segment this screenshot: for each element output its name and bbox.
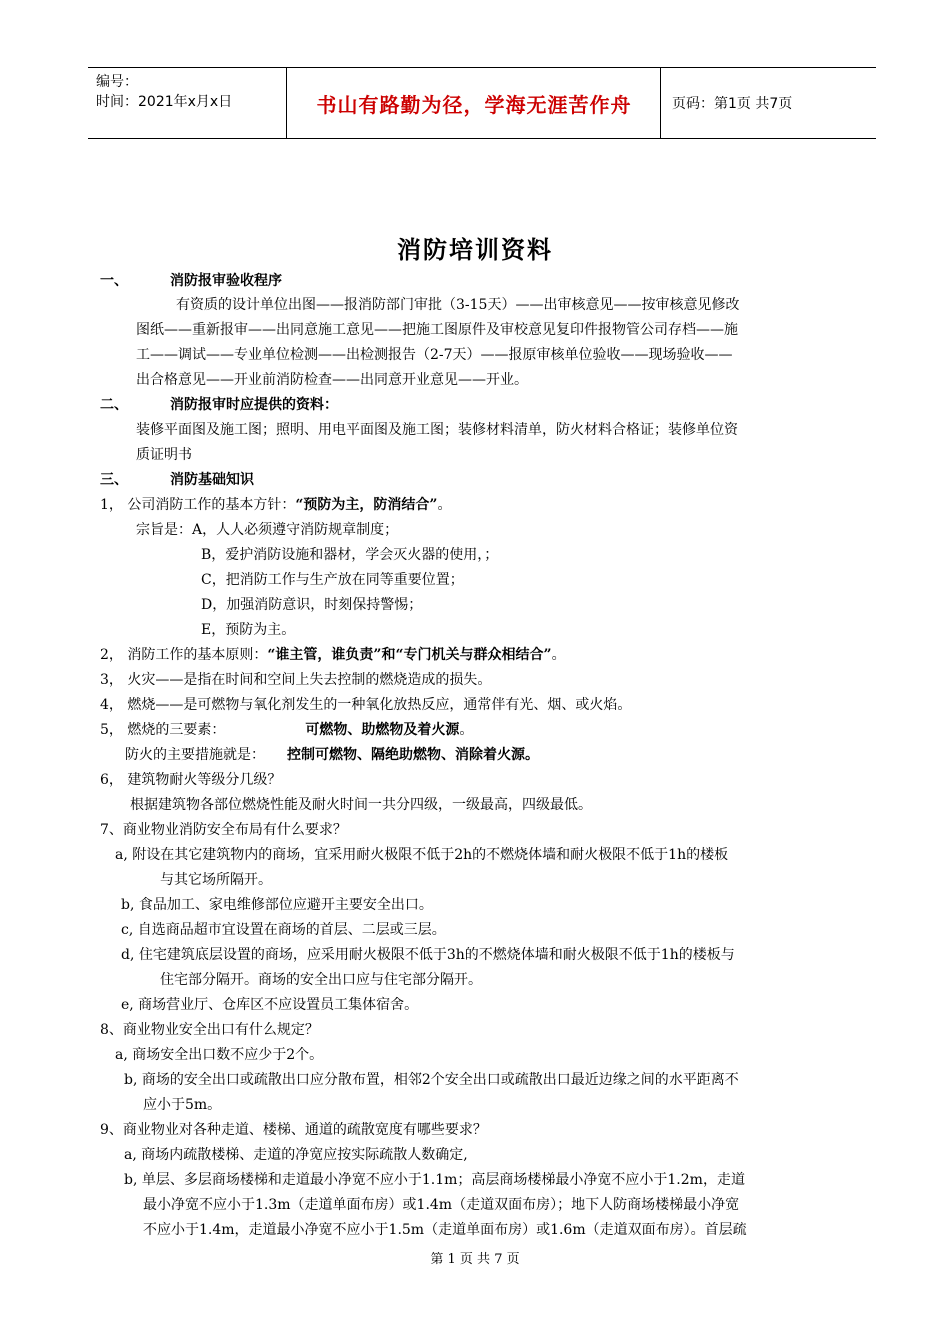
list-item: a, 附设在其它建筑物内的商场，宜采用耐火极限不低于2h的不燃烧体墙和耐火极限不低于1h的楼板 <box>115 847 729 863</box>
section-number: 一、 <box>100 273 128 289</box>
list-item: b, 单层、多层商场楼梯和走道最小净宽不应小于1.1m；高层商场楼梯最小净宽不应小于1.2m，走道 <box>124 1172 745 1188</box>
paragraph-line: 出合格意见——开业前消防检查——出同意开业意见——开业。 <box>136 372 528 388</box>
paragraph-line: 图纸——重新报审——出同意施工意见——把施工图原件及审校意见复印件报物管公司存档——施 <box>136 322 738 338</box>
list-item <box>100 721 473 739</box>
section-number: 二、 <box>100 397 128 413</box>
list-item: 6， 建筑物耐火等级分几级？ <box>100 772 282 788</box>
item-text: 。 <box>437 497 452 513</box>
list-item <box>100 646 566 664</box>
list-item: 最小净宽不应小于1.3m（走道单面布房）或1.4m（走道双面布房）；地下人防商场楼梯最小净宽 <box>143 1197 740 1213</box>
list-item: 宗旨是：A，人人必须遵守消防规章制度； <box>136 522 399 538</box>
list-item: e, 商场营业厅、仓库区不应设置员工集体宿舍。 <box>121 997 419 1013</box>
paragraph-line: 有资质的设计单位出图——报消防部门审批（3-15天）——出审核意见——按审核意见修改 <box>176 297 740 313</box>
list-item: 8、商业物业安全出口有什么规定？ <box>100 1022 319 1038</box>
list-item: b, 商场的安全出口或疏散出口应分散布置，相邻2个安全出口或疏散出口最近边缘之间的水平距离不 <box>124 1072 739 1088</box>
item-emphasis: “谁主管，谁负责”和“专门机关与群众相结合” <box>267 647 552 663</box>
paragraph-line: 质证明书 <box>136 447 192 463</box>
section-heading: 消防报审时应提供的资料： <box>170 397 338 413</box>
list-item: a, 商场安全出口数不应少于2个。 <box>115 1047 324 1063</box>
list-item: 9、商业物业对各种走道、楼梯、通道的疏散宽度有哪些要求？ <box>100 1122 487 1138</box>
list-item: 与其它场所隔开。 <box>160 872 272 888</box>
list-item: D，加强消防意识，时刻保持警惕； <box>201 597 423 613</box>
section-heading: 消防报审验收程序 <box>170 273 282 289</box>
list-item: c, 自选商品超市宜设置在商场的首层、二层或三层。 <box>121 922 446 938</box>
list-item: 不应小于1.4m，走道最小净宽不应小于1.5m（走道单面布房）或1.6m（走道双面布房）。首层疏 <box>143 1222 747 1238</box>
item-text: 5， 燃烧的三要素： <box>100 722 226 738</box>
list-item: a, 商场内疏散楼梯、走道的净宽应按实际疏散人数确定, <box>124 1147 468 1163</box>
list-item: E，预防为主。 <box>201 622 296 638</box>
list-item: 应小于5m。 <box>143 1097 222 1113</box>
list-item: d, 住宅建筑底层设置的商场，应采用耐火极限不低于3h的不燃烧体墙和耐火极限不低于1h的楼板与 <box>121 947 735 963</box>
list-item: b, 食品加工、家电维修部位应避开主要安全出口。 <box>121 897 433 913</box>
list-item: 根据建筑物各部位燃烧性能及耐火时间一共分四级，一级最高，四级最低。 <box>130 797 592 813</box>
item-emphasis: 控制可燃物、隔绝助燃物、消除着火源。 <box>287 747 539 763</box>
list-item <box>100 496 451 514</box>
paragraph-line: 装修平面图及施工图；照明、用电平面图及施工图；装修材料清单，防火材料合格证；装修单位资 <box>136 422 738 438</box>
item-emphasis: 可燃物、助燃物及着火源 <box>305 722 460 738</box>
list-item: 7、商业物业消防安全布局有什么要求？ <box>100 822 347 838</box>
list-item: B，爱护消防设施和器材，学会灭火器的使用，； <box>201 547 499 563</box>
item-text: 1， 公司消防工作的基本方针： <box>100 497 296 513</box>
paragraph-line: 工——调试——专业单位检测——出检测报告（2-7天）——报原审核单位验收——现场验收—— <box>136 347 733 363</box>
list-item <box>125 746 539 764</box>
page-footer: 第 1 页 共 7 页 <box>430 1252 520 1267</box>
header-motto: 书山有路勤为径，学海无涯苦作舟 <box>316 92 632 117</box>
list-item: 4， 燃烧——是可燃物与氧化剂发生的一种氧化放热反应，通常伴有光、烟、或火焰。 <box>100 697 632 713</box>
section-heading: 消防基础知识 <box>170 472 254 488</box>
item-text: 2， 消防工作的基本原则： <box>100 647 268 663</box>
number-label: 编号： <box>96 74 138 90</box>
list-item: 住宅部分隔开。商场的安全出口应与住宅部分隔开。 <box>160 972 482 988</box>
section-number: 三、 <box>100 472 128 488</box>
header-meta <box>96 72 286 112</box>
header-divider <box>660 68 661 138</box>
header-divider <box>286 68 287 138</box>
list-item: 3， 火灾——是指在时间和空间上失去控制的燃烧造成的损失。 <box>100 672 492 688</box>
page-title: 消防培训资料 <box>397 236 553 264</box>
document-header <box>88 67 876 139</box>
time-label: 时间：2021年x月x日 <box>96 94 233 110</box>
item-text: 。 <box>551 647 566 663</box>
header-page-label: 页码：第1页 共7页 <box>672 96 793 112</box>
item-emphasis: “预防为主，防消结合” <box>295 497 438 513</box>
item-text: 防火的主要措施就是： <box>125 747 265 763</box>
list-item: C，把消防工作与生产放在同等重要位置； <box>201 572 464 588</box>
item-text: 。 <box>459 722 474 738</box>
